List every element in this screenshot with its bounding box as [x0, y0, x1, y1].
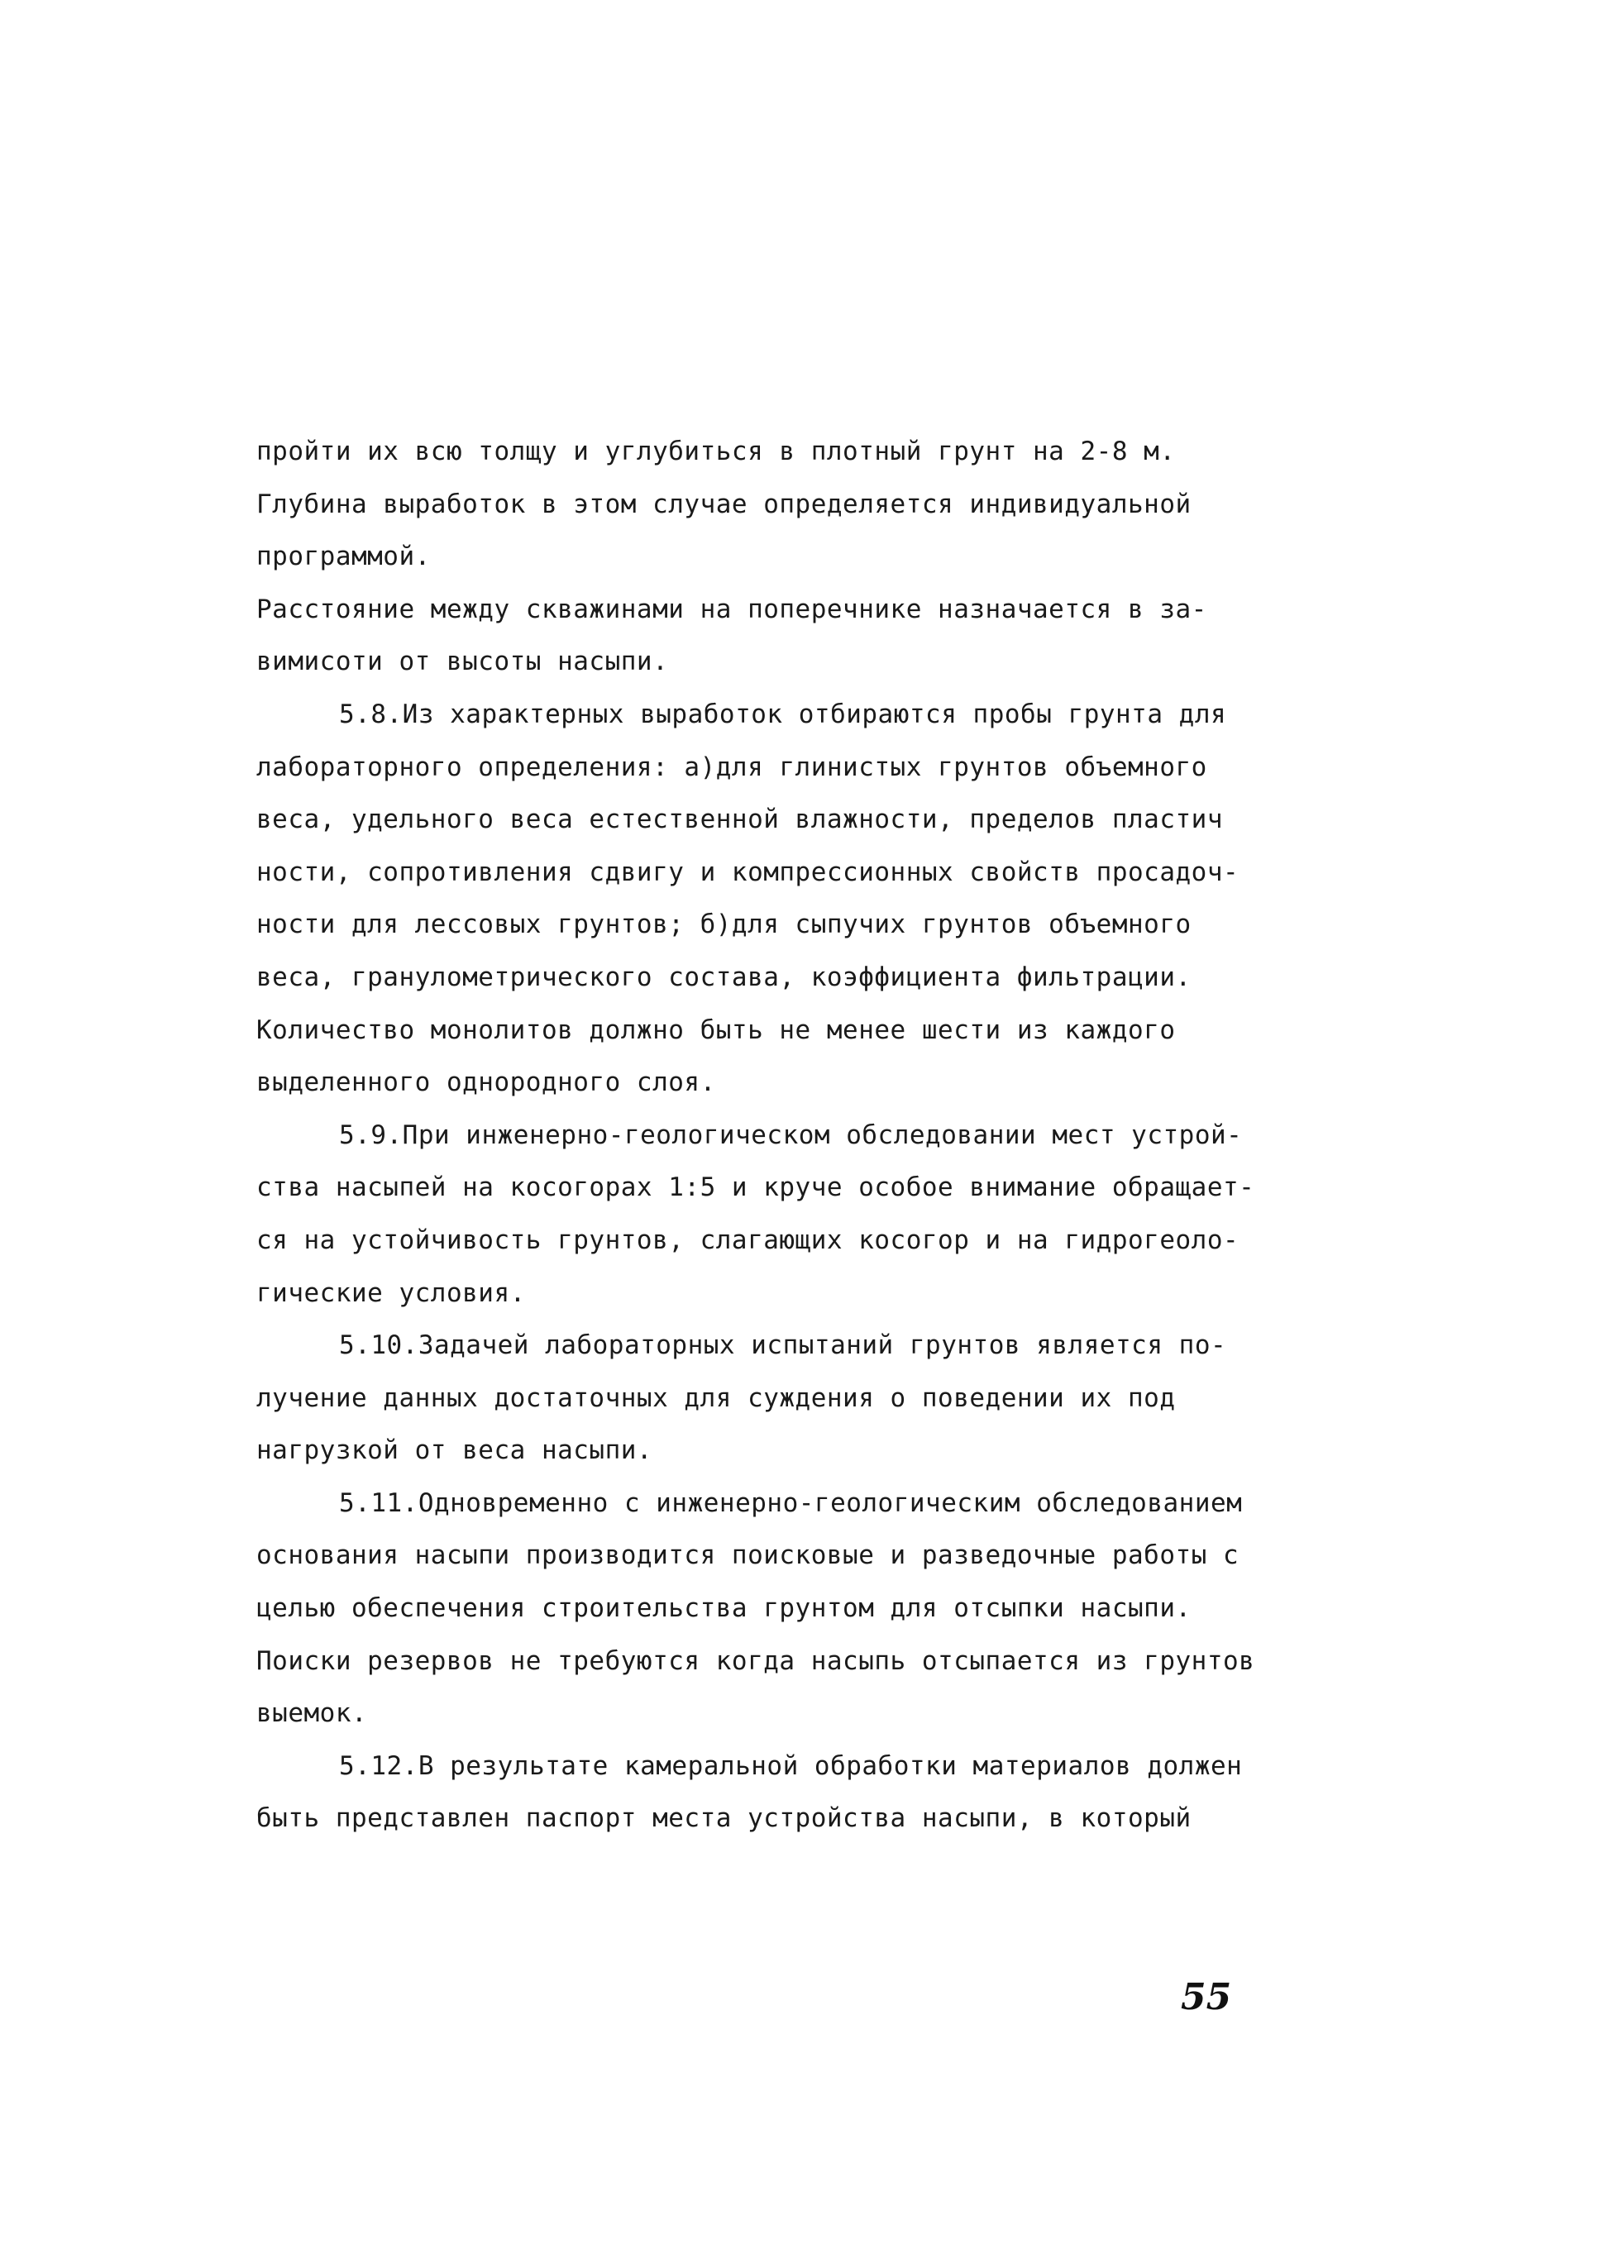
text-line: быть представлен паспорт места устройства насыпи, в который [256, 1803, 1192, 1834]
page-number: 55 [1181, 1976, 1232, 2018]
text-line: 5.12.В результате камеральной обработки материалов должен [339, 1750, 1243, 1781]
text-line: выделенного однородного слоя. [256, 1067, 716, 1098]
text-line: 5.9.При инженерно-геологическом обследовании мест устрой- [339, 1120, 1243, 1150]
text-line: Количество монолитов должно быть не менее шести из каждого [256, 1015, 1176, 1045]
text-line: выемок. [256, 1698, 368, 1729]
text-line: Расстояние между скважинами на поперечнике назначается в за- [256, 594, 1207, 624]
text-line: целью обеспечения строительства грунтом для отсыпки насыпи. [256, 1593, 1192, 1624]
text-line: 5.10.Задачей лабораторных испытаний грунтов является по- [339, 1330, 1227, 1361]
text-line: лабораторного определения: а)для глинистых грунтов объемного [256, 752, 1207, 782]
body-text [256, 426, 1331, 1845]
text-line: Поиски резервов не требуются когда насыпь отсыпается из грунтов [256, 1645, 1255, 1676]
text-line: 5.11.Одновременно с инженерно-геологическим обследованием [339, 1487, 1243, 1518]
text-line: веса, удельного веса естественной влажности, пределов пластич [256, 805, 1223, 835]
text-line: нагрузкой от веса насыпи. [256, 1435, 653, 1466]
text-line: Глубина выработок в этом случае определяется индивидуальной [256, 489, 1192, 519]
text-line: веса, гранулометрического состава, коэффициента фильтрации. [256, 962, 1192, 992]
text-line: основания насыпи производится поисковые и разведочные работы с [256, 1540, 1239, 1571]
text-line: пройти их всю толщу и углубиться в плотный грунт на 2-8 м. [256, 437, 1176, 466]
text-line: программой. [256, 542, 431, 572]
text-line: ства насыпей на косогорах 1:5 и круче особое внимание обращает- [256, 1172, 1255, 1203]
text-line: ности для лессовых грунтов; б)для сыпучих грунтов объемного [256, 910, 1192, 940]
text-line: лучение данных достаточных для суждения о поведении их под [256, 1382, 1176, 1413]
text-line: ности, сопротивления сдвигу и компрессионных свойств просадоч- [256, 857, 1239, 887]
text-line: ся на устойчивость грунтов, слагающих косогор и на гидрогеоло- [256, 1225, 1239, 1255]
text-line: гические условия. [256, 1277, 526, 1308]
text-line: вимисоти от высоты насыпи. [256, 647, 669, 677]
text-line: 5.8.Из характерных выработок отбираются пробы грунта для [339, 699, 1227, 729]
